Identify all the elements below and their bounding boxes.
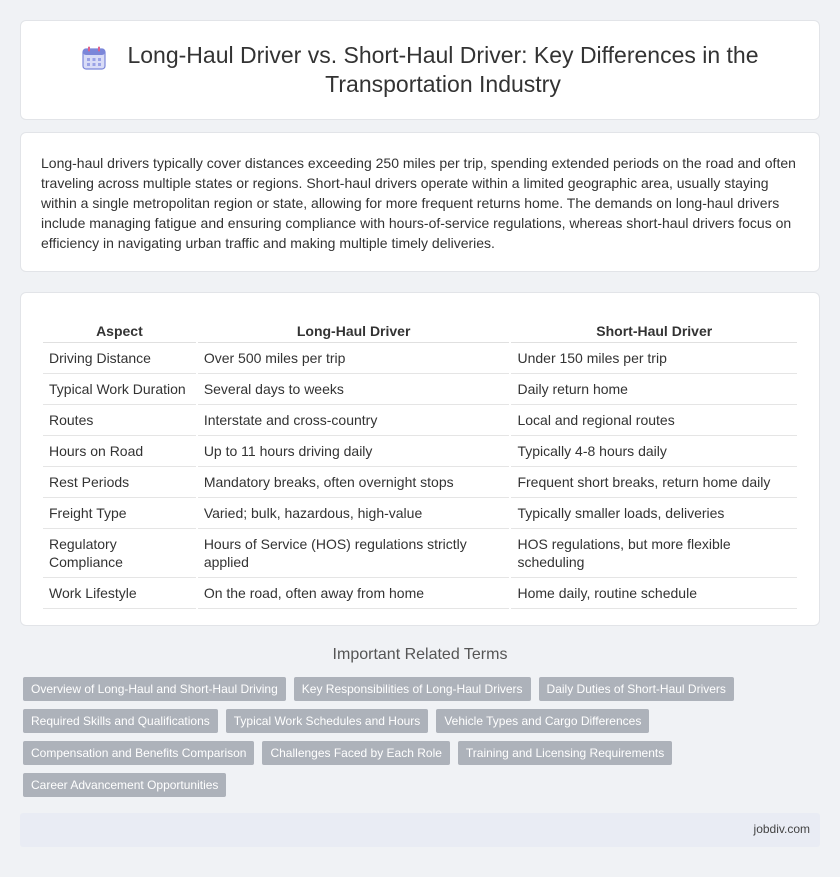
header-short-haul: Short-Haul Driver	[511, 313, 797, 343]
related-term-tag[interactable]: Daily Duties of Short-Haul Drivers	[539, 677, 734, 701]
long-haul-cell: Over 500 miles per trip	[198, 343, 510, 374]
long-haul-cell: On the road, often away from home	[198, 578, 510, 609]
table-row	[43, 578, 797, 609]
intro-paragraph: Long-haul drivers typically cover distances exceeding 250 miles per trip, spending extended periods on the road and often traveling across multiple states or regions. Short-haul drivers operate within a limited geographic area, usually staying within a single metropolitan region or state, allowing for more frequent returns home. The demands on long-haul drivers include managing fatigue and ensuring compliance with hours-of-service regulations, whereas short-haul drivers focus on efficiency in navigating urban traffic and making multiple timely deliveries.	[41, 155, 796, 251]
related-term-tag[interactable]: Key Responsibilities of Long-Haul Drivers	[294, 677, 531, 701]
table-row	[43, 498, 797, 529]
aspect-cell: Regulatory Compliance	[43, 529, 196, 578]
table-row	[43, 436, 797, 467]
aspect-cell: Rest Periods	[43, 467, 196, 498]
related-terms-title: Important Related Terms	[332, 646, 508, 663]
related-term-tag[interactable]: Career Advancement Opportunities	[23, 773, 226, 797]
long-haul-cell: Several days to weeks	[198, 374, 510, 405]
short-haul-cell: Daily return home	[511, 374, 797, 405]
short-haul-cell: Typically 4-8 hours daily	[511, 436, 797, 467]
header-long-haul: Long-Haul Driver	[198, 313, 510, 343]
related-term-tag[interactable]: Training and Licensing Requirements	[458, 741, 672, 765]
header-aspect: Aspect	[43, 313, 196, 343]
related-term-tag[interactable]: Vehicle Types and Cargo Differences	[436, 709, 649, 733]
calendar-icon	[81, 45, 107, 71]
short-haul-cell: HOS regulations, but more flexible scheduling	[511, 529, 797, 578]
page-title: Long-Haul Driver vs. Short-Haul Driver: Key Differences in the Transportation Industry	[127, 42, 759, 97]
table-header-row	[43, 313, 797, 343]
aspect-cell: Freight Type	[43, 498, 196, 529]
long-haul-cell: Hours of Service (HOS) regulations strictly applied	[198, 529, 510, 578]
long-haul-cell: Interstate and cross-country	[198, 405, 510, 436]
title-row	[21, 21, 819, 119]
aspect-cell: Hours on Road	[43, 436, 196, 467]
table-row	[43, 374, 797, 405]
long-haul-cell: Up to 11 hours driving daily	[198, 436, 510, 467]
long-haul-cell: Varied; bulk, hazardous, high-value	[198, 498, 510, 529]
short-haul-cell: Frequent short breaks, return home daily	[511, 467, 797, 498]
related-term-tag[interactable]: Required Skills and Qualifications	[23, 709, 218, 733]
aspect-cell: Routes	[43, 405, 196, 436]
header-card	[20, 20, 820, 120]
long-haul-cell: Mandatory breaks, often overnight stops	[198, 467, 510, 498]
intro-card	[20, 132, 820, 272]
table-row	[43, 529, 797, 578]
related-term-tag[interactable]: Overview of Long-Haul and Short-Haul Driving	[23, 677, 286, 701]
comparison-table	[41, 313, 799, 609]
aspect-cell: Driving Distance	[43, 343, 196, 374]
table-row	[43, 405, 797, 436]
footer-site-link[interactable]: jobdiv.com	[753, 822, 810, 836]
related-term-tag[interactable]: Compensation and Benefits Comparison	[23, 741, 254, 765]
short-haul-cell: Under 150 miles per trip	[511, 343, 797, 374]
aspect-cell: Work Lifestyle	[43, 578, 196, 609]
comparison-table-card	[20, 292, 820, 626]
short-haul-cell: Home daily, routine schedule	[511, 578, 797, 609]
footer	[20, 813, 820, 847]
related-terms-tags	[23, 677, 823, 805]
table-row	[43, 467, 797, 498]
related-term-tag[interactable]: Typical Work Schedules and Hours	[226, 709, 429, 733]
short-haul-cell: Local and regional routes	[511, 405, 797, 436]
short-haul-cell: Typically smaller loads, deliveries	[511, 498, 797, 529]
table-row	[43, 343, 797, 374]
related-term-tag[interactable]: Challenges Faced by Each Role	[262, 741, 449, 765]
aspect-cell: Typical Work Duration	[43, 374, 196, 405]
